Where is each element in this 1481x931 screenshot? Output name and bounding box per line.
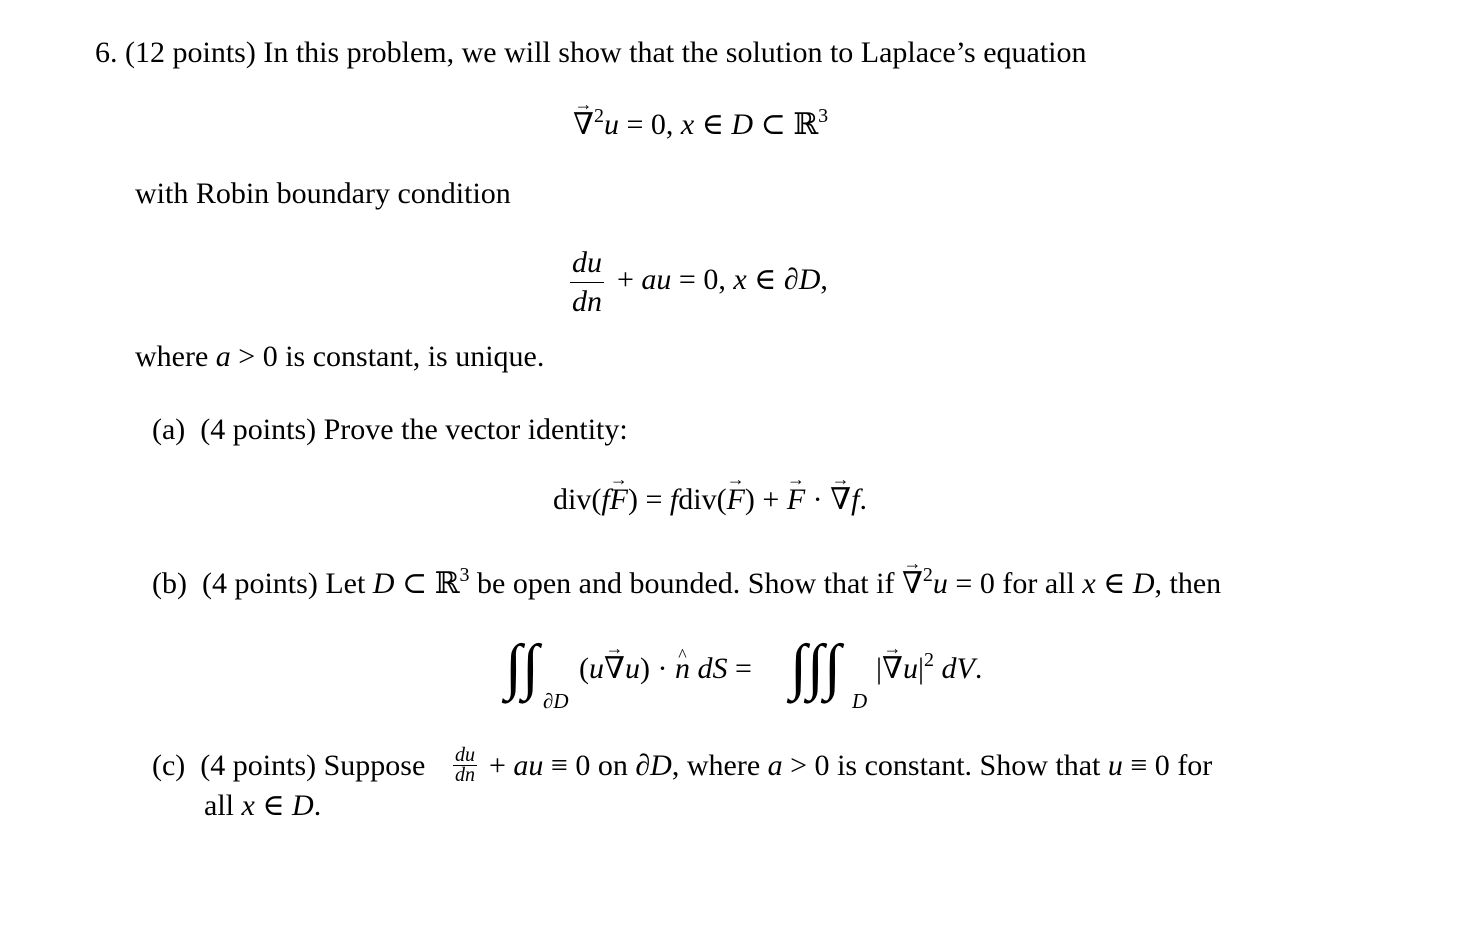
part-b-points: (4 points)	[201, 567, 318, 600]
du-dn-fraction: $\frac{du}{dn}$	[572, 246, 602, 318]
part-b-label: (b)	[152, 567, 187, 600]
part-a-points: (4 points)	[200, 413, 317, 446]
problem-intro-text: In this problem, we will show that the solution to Laplace’s equation	[263, 36, 1087, 69]
part-c-line2: all x ∈ D.	[204, 789, 322, 822]
part-b: (b) (4 points) Let D ⊂ ℝ$^3$ be open and bounded. Show that if → ∇$^2$u = 0 for all x ∈ D, then	[152, 569, 1221, 599]
robin-text: with Robin boundary condition	[135, 177, 511, 210]
problem-intro	[95, 38, 1087, 68]
vector-identity: div(f→ F) = fdiv(→ F) + → F · → ∇f.	[553, 485, 867, 515]
part-a	[152, 415, 628, 445]
part-c: (c) (4 points) Suppose	[152, 749, 426, 782]
problem-number: 6.	[95, 36, 118, 69]
laplace-equation: → ∇$^2$u = 0, x ∈ D ⊂ ℝ$^3$	[573, 110, 828, 140]
inline-du-dn: $\frac{du}{dn}$	[455, 744, 475, 786]
part-c-points: (4 points)	[200, 749, 317, 782]
problem-points: (12 points)	[125, 36, 256, 69]
part-a-label: (a)	[152, 413, 186, 446]
part-a-text: Prove the vector identity:	[323, 413, 628, 446]
part-c-label: (c)	[152, 749, 186, 782]
where-clause: where a > 0 is constant, is unique.	[135, 340, 545, 373]
part-c-rest: + au ≡ 0 on ∂D, where a > 0 is constant. Show that u ≡ 0 for	[489, 749, 1213, 782]
